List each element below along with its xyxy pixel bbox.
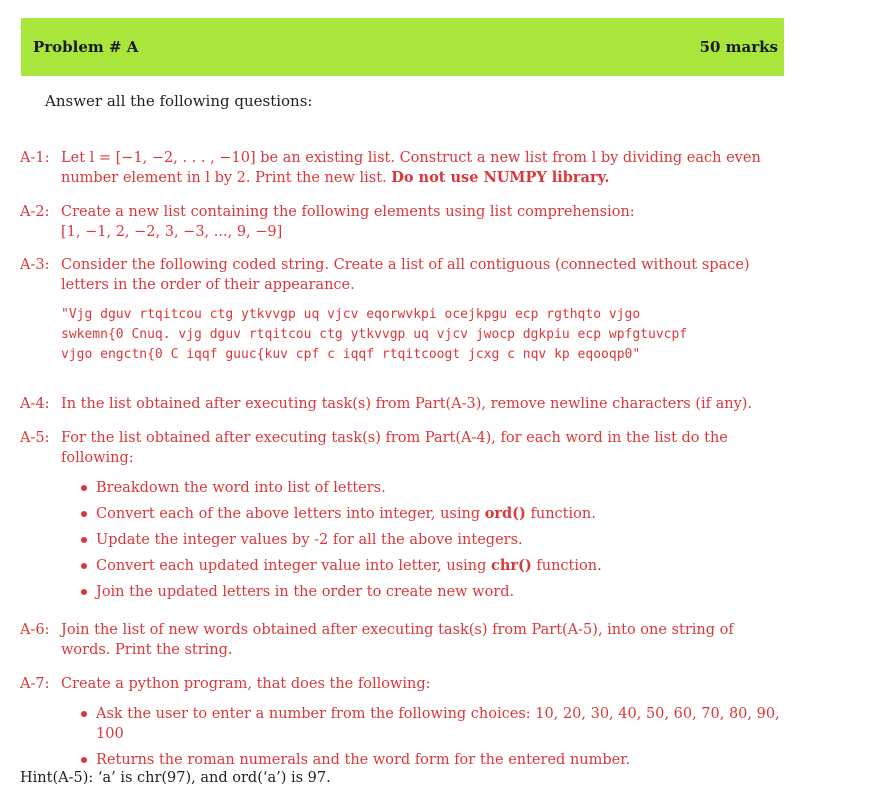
problem-a1-text: Let l = [−1, −2, . . . , −10] be an existing list. Construct a new list from l by dividing each even number element in l by 2. Print the new list.: [61, 150, 761, 186]
problem-a2-line1: Create a new list containing the following elements using list comprehension:: [61, 204, 635, 220]
hint: Hint(A-5): ‘a’ is chr(97), and ord(‘a’) is 97.: [20, 770, 331, 786]
problem-a4: [20, 394, 780, 414]
problem-text: [61, 428, 780, 602]
requirements-list: [61, 704, 780, 770]
problem-title: Problem # A: [33, 38, 139, 56]
problem-a6-text: Join the list of new words obtained after executing task(s) from Part(A-5), into one string of words. Print the string.: [61, 622, 734, 658]
list-item: Returns the roman numerals and the word form for the entered number.: [81, 750, 780, 770]
problem-a5: [20, 428, 780, 608]
problem-text: [61, 148, 780, 188]
problem-a7-text: Create a python program, that does the following:: [61, 676, 431, 692]
problem-label: A-4:: [20, 396, 50, 412]
problem-label: A-2:: [20, 204, 50, 220]
problem-label: A-3:: [20, 257, 50, 273]
problem-a6: [20, 620, 780, 660]
marks-label: 50 marks: [699, 38, 778, 56]
list-item: Convert each of the above letters into integer, using ord() function.: [81, 504, 780, 524]
problem-a1: [20, 148, 780, 188]
problem-a2: [20, 202, 780, 242]
problem-label: A-7:: [20, 676, 50, 692]
problem-text: [61, 674, 780, 770]
problem-a5-text: For the list obtained after executing task(s) from Part(A-4), for each word in the list do the following:: [61, 430, 728, 466]
problem-a7: [20, 674, 780, 776]
list-item: Ask the user to enter a number from the following choices: 10, 20, 30, 40, 50, 60, 70, 80, 90, 100: [81, 704, 780, 744]
problem-header: [21, 18, 784, 76]
list-item: Convert each updated integer value into letter, using chr() function.: [81, 556, 780, 576]
problem-a3-text: Consider the following coded string. Create a list of all contiguous (connected without space) letters in the order of their appearance.: [61, 257, 750, 293]
problem-text: [61, 202, 780, 242]
problem-text: [61, 255, 780, 365]
problem-a4-text: In the list obtained after executing task(s) from Part(A-3), remove newline characters (if any).: [61, 396, 753, 412]
chr-function: chr(): [491, 557, 532, 574]
problem-label: A-5:: [20, 430, 50, 446]
list-item: Breakdown the word into list of letters.: [81, 478, 780, 498]
list-item: Join the updated letters in the order to create new word.: [81, 582, 780, 602]
problem-a3: [20, 255, 780, 365]
problem-label: A-1:: [20, 150, 50, 166]
problem-label: A-6:: [20, 622, 50, 638]
problem-a1-warning: Do not use NUMPY library.: [391, 169, 610, 186]
problem-a2-line2: [1, −1, 2, −2, 3, −3, ..., 9, −9]: [61, 224, 283, 240]
steps-list: [61, 478, 780, 602]
coded-string: "Vjg dguv rtqitcou ctg ytkvvgp uq vjcv eqorwvkpi ocejkpgu ecp rgthqto vjgo swkemn{0 Cnuq. vjg dguv rtqitcou ctg ytkvvgp uq vjcv jwocp dgkpiu ecp wpfgtuvcpf vjgo engctn{0 C iqqf guuc{kuv cpf c iqqf rtqitcoogt jcxg c nqv kp eqooqp0": [61, 307, 688, 362]
ord-function: ord(): [484, 505, 526, 522]
instructions: Answer all the following questions:: [45, 92, 313, 110]
list-item: Update the integer values by -2 for all the above integers.: [81, 530, 780, 550]
